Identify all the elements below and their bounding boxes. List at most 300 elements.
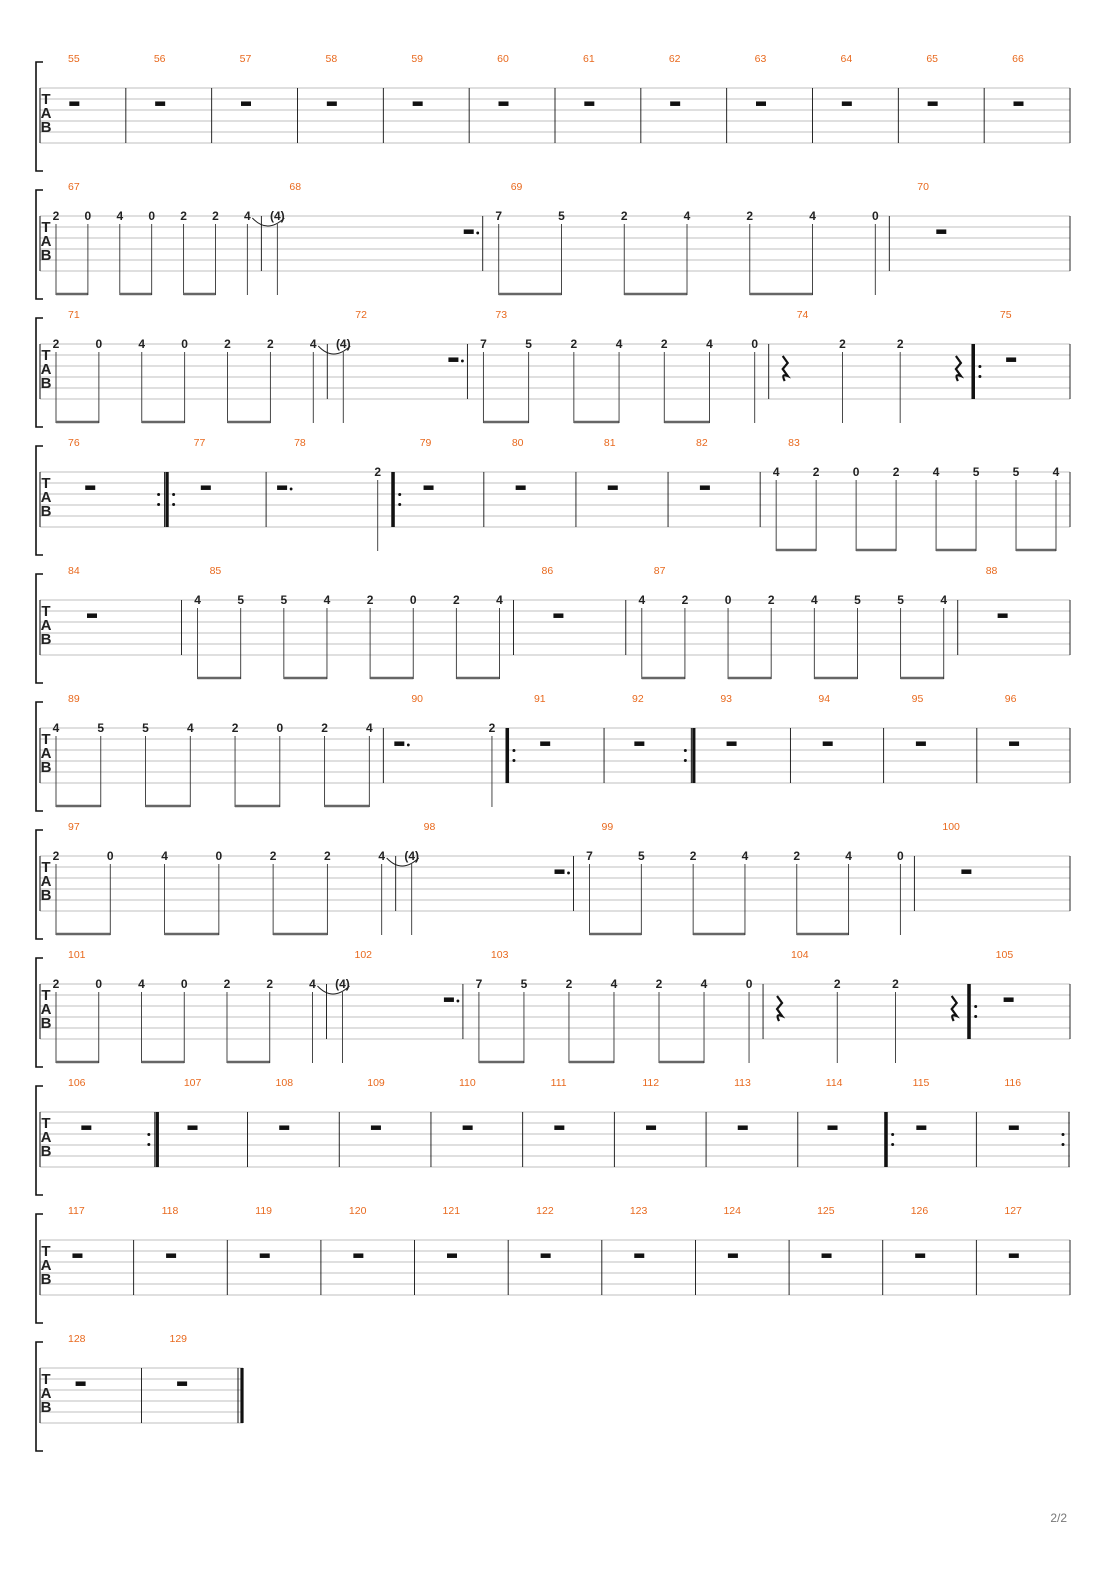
fret-number: 2: [833, 977, 841, 991]
measure-number: 88: [985, 565, 998, 577]
repeat-dot: [157, 493, 160, 496]
repeat-dot: [1062, 1143, 1065, 1146]
fret-number: 0: [106, 849, 114, 863]
repeat-dot: [978, 365, 981, 368]
fret-number: 4: [186, 721, 194, 735]
fret-number: 2: [488, 721, 496, 735]
rest-dot: [461, 360, 464, 363]
half-rest: [670, 101, 680, 106]
half-rest: [998, 613, 1008, 618]
repeat-dot: [974, 1005, 977, 1008]
fret-number: 2: [812, 465, 820, 479]
fret-number: 0: [409, 593, 417, 607]
half-rest: [1006, 357, 1016, 362]
fret-number: 4: [845, 849, 852, 863]
fret-number: 5: [237, 593, 245, 607]
repeat-dot: [1062, 1133, 1065, 1136]
half-rest: [499, 101, 509, 106]
tab-clef-letter: T: [41, 603, 51, 620]
measure-number: 58: [325, 53, 338, 65]
fret-number: 0: [852, 465, 860, 479]
measure-number: 129: [169, 1333, 188, 1345]
measure-number: 57: [239, 53, 252, 65]
half-rest: [188, 1125, 198, 1130]
fret-number: 2: [212, 209, 219, 223]
half-rest: [828, 1125, 838, 1130]
half-rest: [756, 101, 766, 106]
repeat-dot: [398, 503, 401, 506]
tab-clef-letter: A: [40, 105, 52, 122]
fret-number: 2: [565, 977, 573, 991]
fret-number: 2: [52, 209, 60, 223]
fret-number: 2: [269, 849, 277, 863]
tab-clef-letter: T: [41, 1115, 51, 1132]
half-rest: [555, 869, 565, 874]
repeat-dot: [172, 493, 175, 496]
fret-number: 0: [215, 849, 223, 863]
repeat-dot: [684, 759, 687, 762]
fret-number: (4): [335, 337, 351, 351]
repeat-dot: [398, 493, 401, 496]
fret-number: 5: [854, 593, 861, 607]
measure-number: 119: [255, 1205, 273, 1217]
measure-number: 69: [510, 181, 523, 193]
half-rest: [540, 741, 550, 746]
half-rest: [448, 357, 458, 362]
fret-number: 2: [374, 465, 382, 479]
fret-number: 7: [480, 337, 487, 351]
measure-number: 113: [734, 1077, 751, 1089]
fret-number: 4: [700, 977, 708, 991]
half-rest: [516, 485, 526, 490]
measure-number: 109: [367, 1077, 385, 1089]
fret-number: 4: [138, 977, 145, 991]
measure-number: 98: [423, 821, 436, 833]
half-rest: [81, 1125, 91, 1130]
fret-number: 4: [365, 721, 373, 735]
half-rest: [85, 485, 95, 490]
fret-number: 0: [897, 849, 904, 863]
fret-number: 0: [745, 977, 753, 991]
fret-number: 0: [95, 977, 103, 991]
half-rest: [241, 101, 251, 106]
fret-number: 4: [378, 849, 386, 863]
fret-number: 2: [839, 337, 846, 351]
tab-clef-letter: B: [40, 631, 52, 648]
tab-clef-letter: B: [40, 247, 52, 264]
measure-number: 115: [912, 1077, 930, 1089]
fret-number: (4): [270, 209, 285, 223]
fret-number: 2: [223, 977, 231, 991]
tab-system: [36, 693, 1070, 811]
tab-clef-letter: A: [40, 233, 52, 250]
measure-number: 125: [817, 1205, 835, 1217]
fret-number: 4: [52, 721, 60, 735]
tab-clef-letter: A: [40, 1001, 52, 1018]
measure-number: 126: [910, 1205, 929, 1217]
fret-number: 2: [224, 337, 231, 351]
measure-number: 110: [458, 1077, 476, 1089]
measure-number: 59: [411, 53, 424, 65]
measure-number: 121: [442, 1205, 461, 1217]
repeat-dot: [684, 749, 687, 752]
fret-number: 2: [52, 977, 60, 991]
half-rest: [634, 741, 644, 746]
measure-number: 112: [642, 1077, 660, 1089]
fret-number: 0: [276, 721, 284, 735]
fret-number: 4: [194, 593, 201, 607]
tab-system: [36, 821, 1070, 939]
tab-clef-letter: B: [40, 119, 52, 136]
tab-system: [36, 1077, 1070, 1195]
measure-number: 104: [791, 949, 809, 961]
fret-number: 2: [321, 721, 328, 735]
measure-number: 85: [209, 565, 222, 577]
repeat-dot: [974, 1015, 977, 1018]
half-rest: [1009, 1253, 1019, 1258]
measure-number: 92: [632, 693, 644, 705]
fret-number: 0: [181, 337, 188, 351]
fret-number: 5: [280, 593, 288, 607]
fret-number: 0: [751, 337, 759, 351]
fret-number: 2: [231, 721, 239, 735]
tab-clef-letter: T: [41, 475, 51, 492]
half-rest: [1004, 997, 1014, 1002]
measure-number: 89: [68, 693, 80, 705]
half-rest: [424, 485, 434, 490]
half-rest: [634, 1253, 644, 1258]
measure-number: 128: [68, 1333, 86, 1345]
measure-number: 83: [788, 437, 800, 449]
half-rest: [928, 101, 938, 106]
measure-number: 65: [926, 53, 939, 65]
tab-system: [36, 1333, 243, 1451]
tab-clef-letter: B: [40, 759, 52, 776]
fret-number: 4: [610, 977, 618, 991]
tab-clef-letter: T: [41, 731, 51, 748]
fret-number: 2: [266, 977, 274, 991]
fret-number: 4: [161, 849, 168, 863]
measure-number: 62: [668, 53, 681, 65]
tab-clef-letter: A: [40, 1385, 52, 1402]
tab-clef-letter: B: [40, 1399, 52, 1416]
half-rest: [961, 869, 971, 874]
half-rest: [69, 101, 79, 106]
fret-number: 2: [180, 209, 187, 223]
rest-dot: [476, 232, 479, 235]
measure-number: 72: [355, 309, 367, 321]
measure-number: 106: [68, 1077, 86, 1089]
half-rest: [554, 1125, 564, 1130]
half-rest: [584, 101, 594, 106]
half-rest: [155, 101, 165, 106]
repeat-dot: [891, 1143, 894, 1146]
rest-dot: [407, 744, 410, 747]
fret-number: 4: [1052, 465, 1060, 479]
half-rest: [201, 485, 211, 490]
repeat-dot: [512, 759, 515, 762]
measure-number: 100: [942, 821, 960, 833]
half-rest: [76, 1381, 86, 1386]
half-rest: [327, 101, 337, 106]
fret-number: 4: [809, 209, 816, 223]
fret-number: 4: [932, 465, 940, 479]
half-rest: [1009, 741, 1019, 746]
tab-clef-letter: A: [40, 361, 52, 378]
fret-number: 5: [97, 721, 105, 735]
measure-number: 63: [754, 53, 767, 65]
fret-number: 2: [366, 593, 374, 607]
half-rest: [553, 613, 563, 618]
fret-number: 2: [52, 337, 60, 351]
fret-number: 2: [793, 849, 801, 863]
tab-clef-letter: B: [40, 1143, 52, 1160]
half-rest: [738, 1125, 748, 1130]
half-rest: [394, 741, 404, 746]
tab-clef-letter: T: [41, 347, 51, 364]
half-rest: [936, 229, 946, 234]
half-rest: [915, 1253, 925, 1258]
fret-number: 2: [892, 977, 899, 991]
half-rest: [464, 229, 474, 234]
tab-clef-letter: B: [40, 503, 52, 520]
fret-number: 4: [116, 209, 124, 223]
tab-system: [36, 437, 1070, 555]
measure-number: 99: [601, 821, 614, 833]
half-rest: [823, 741, 833, 746]
measure-number: 118: [161, 1205, 179, 1217]
measure-number: 71: [68, 309, 80, 321]
fret-number: 2: [892, 465, 900, 479]
repeat-dot: [157, 503, 160, 506]
tab-clef-letter: T: [41, 987, 51, 1004]
tab-clef-letter: A: [40, 489, 52, 506]
fret-number: 2: [767, 593, 775, 607]
fret-number: 4: [309, 977, 316, 991]
tab-clef-letter: T: [41, 1371, 51, 1388]
tab-system: [36, 565, 1070, 683]
measure-number: 102: [354, 949, 373, 961]
fret-number: 0: [84, 209, 92, 223]
fret-number: 2: [896, 337, 904, 351]
measure-number: 80: [511, 437, 524, 449]
fret-number: 7: [495, 209, 503, 223]
fret-number: 2: [681, 593, 689, 607]
measure-number: 56: [153, 53, 166, 65]
tab-clef-letter: A: [40, 1257, 52, 1274]
fret-number: 5: [1012, 465, 1020, 479]
measure-number: 103: [490, 949, 509, 961]
fret-number: 4: [244, 209, 251, 223]
fret-number: 5: [558, 209, 565, 223]
fret-number: 4: [683, 209, 691, 223]
tab-clef-letter: B: [40, 375, 52, 392]
half-rest: [728, 1253, 738, 1258]
fret-number: 2: [453, 593, 460, 607]
fret-number: 4: [810, 593, 818, 607]
measure-number: 114: [825, 1077, 843, 1089]
fret-number: 4: [615, 337, 623, 351]
fret-number: 4: [706, 337, 713, 351]
tab-clef-letter: A: [40, 1129, 52, 1146]
measure-number: 66: [1012, 53, 1024, 65]
measure-number: 123: [629, 1205, 648, 1217]
fret-number: 4: [741, 849, 749, 863]
half-rest: [822, 1253, 832, 1258]
fret-number: 2: [689, 849, 697, 863]
measure-number: 86: [541, 565, 554, 577]
measure-number: 124: [723, 1205, 741, 1217]
measure-number: 68: [289, 181, 302, 193]
tab-system: [36, 1205, 1070, 1323]
measure-number: 70: [917, 181, 929, 193]
half-rest: [260, 1253, 270, 1258]
tab-system: [36, 181, 1070, 299]
repeat-dot: [172, 503, 175, 506]
fret-number: 2: [324, 849, 331, 863]
measure-number: 105: [995, 949, 1014, 961]
tab-system: [36, 309, 1070, 427]
fret-number: 5: [142, 721, 149, 735]
measure-number: 64: [840, 53, 853, 65]
fret-number: 4: [638, 593, 646, 607]
measure-number: 75: [999, 309, 1012, 321]
tab-clef-letter: T: [41, 219, 51, 236]
tab-clef-letter: B: [40, 1271, 52, 1288]
half-rest: [72, 1253, 82, 1258]
fret-number: 2: [655, 977, 663, 991]
half-rest: [1014, 101, 1024, 106]
measure-number: 120: [348, 1205, 367, 1217]
half-rest: [371, 1125, 381, 1130]
fret-number: 4: [772, 465, 780, 479]
half-rest: [463, 1125, 473, 1130]
rest-dot: [290, 488, 293, 491]
measure-number: 60: [497, 53, 509, 65]
measure-number: 76: [68, 437, 80, 449]
measure-number: 116: [1004, 1077, 1022, 1089]
measure-number: 101: [68, 949, 86, 961]
measure-number: 122: [536, 1205, 554, 1217]
measure-number: 84: [68, 565, 80, 577]
measure-number: 81: [603, 437, 616, 449]
half-rest: [277, 485, 287, 490]
fret-number: 5: [525, 337, 532, 351]
half-rest: [87, 613, 97, 618]
tab-system: [36, 949, 1070, 1067]
measure-number: 90: [411, 693, 424, 705]
tab-clef-letter: A: [40, 617, 52, 634]
fret-number: 7: [475, 977, 483, 991]
rest-dot: [567, 872, 570, 875]
fret-number: (4): [335, 977, 350, 991]
measure-number: 79: [419, 437, 432, 449]
measure-number: 97: [68, 821, 80, 833]
half-rest: [842, 101, 852, 106]
tab-clef-letter: B: [40, 1015, 52, 1032]
repeat-dot: [147, 1133, 150, 1136]
measure-number: 95: [911, 693, 924, 705]
repeat-dot: [512, 749, 515, 752]
measure-number: 82: [696, 437, 708, 449]
half-rest: [444, 997, 454, 1002]
half-rest: [916, 741, 926, 746]
half-rest: [700, 485, 710, 490]
half-rest: [279, 1125, 289, 1130]
tab-clef-letter: T: [41, 91, 51, 108]
repeat-dot: [891, 1133, 894, 1136]
repeat-dot: [978, 375, 981, 378]
tab-clef-letter: A: [40, 745, 52, 762]
fret-number: 2: [52, 849, 60, 863]
half-rest: [413, 101, 423, 106]
measure-number: 55: [68, 53, 80, 65]
measure-number: 107: [183, 1077, 202, 1089]
measure-number: 96: [1004, 693, 1017, 705]
measure-number: 108: [275, 1077, 294, 1089]
repeat-dot: [147, 1143, 150, 1146]
page-number: 2/2: [1050, 1511, 1067, 1525]
fret-number: 4: [138, 337, 146, 351]
fret-number: 4: [496, 593, 503, 607]
measure-number: 91: [533, 693, 546, 705]
measure-number: 111: [550, 1077, 567, 1089]
tab-clef-letter: T: [41, 859, 51, 876]
measure-number: 61: [583, 53, 595, 65]
measure-number: 67: [68, 181, 80, 193]
half-rest: [916, 1125, 926, 1130]
fret-number: 4: [940, 593, 948, 607]
fret-number: 4: [309, 337, 317, 351]
tab-clef-letter: T: [41, 1243, 51, 1260]
half-rest: [727, 741, 737, 746]
fret-number: 2: [267, 337, 274, 351]
fret-number: 5: [972, 465, 980, 479]
fret-number: 0: [180, 977, 188, 991]
measure-number: 78: [294, 437, 306, 449]
half-rest: [646, 1125, 656, 1130]
measure-number: 77: [193, 437, 206, 449]
tab-clef-letter: B: [40, 887, 52, 904]
half-rest: [541, 1253, 551, 1258]
fret-number: 4: [323, 593, 331, 607]
tab-system: [36, 53, 1070, 171]
measure-number: 73: [495, 309, 508, 321]
fret-number: 2: [660, 337, 668, 351]
half-rest: [1009, 1125, 1019, 1130]
measure-number: 93: [720, 693, 733, 705]
fret-number: 7: [586, 849, 593, 863]
measure-number: 74: [796, 309, 809, 321]
measure-number: 117: [68, 1205, 85, 1217]
fret-number: 5: [637, 849, 645, 863]
tab-clef-letter: A: [40, 873, 52, 890]
measure-number: 87: [653, 565, 666, 577]
half-rest: [608, 485, 618, 490]
fret-number: 0: [95, 337, 103, 351]
measure-number: 127: [1004, 1205, 1022, 1217]
fret-number: (4): [404, 849, 420, 863]
fret-number: 0: [871, 209, 879, 223]
rest-dot: [457, 1000, 460, 1003]
half-rest: [177, 1381, 187, 1386]
half-rest: [166, 1253, 176, 1258]
fret-number: 2: [746, 209, 754, 223]
half-rest: [447, 1253, 457, 1258]
fret-number: 0: [724, 593, 732, 607]
fret-number: 2: [620, 209, 628, 223]
fret-number: 5: [897, 593, 904, 607]
